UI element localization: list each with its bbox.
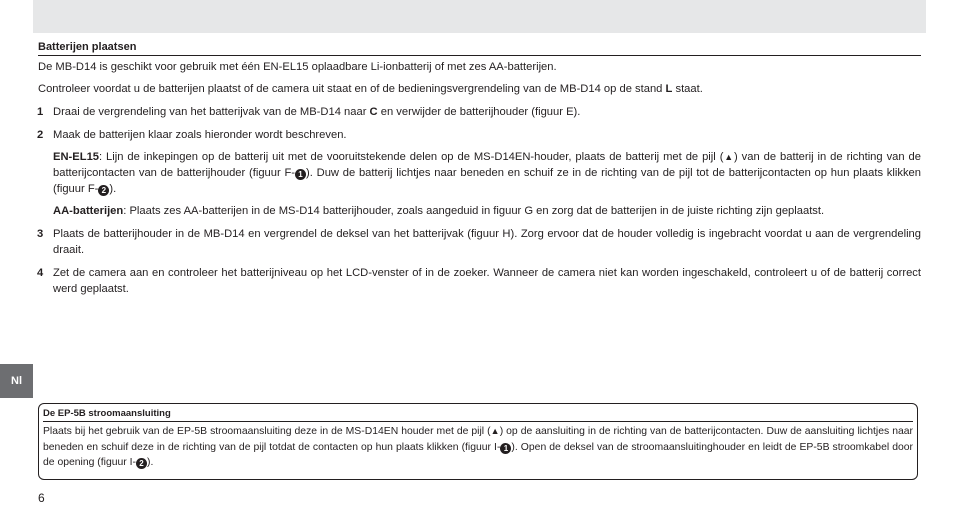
intro-paragraph-1: De MB-D14 is geschikt voor gebruik met één EN-EL15 oplaadbare Li-ionbatterij of met zes AA-batterijen.	[38, 61, 557, 73]
main-content	[38, 40, 921, 297]
step-1	[38, 104, 921, 120]
step-number: 1	[37, 106, 44, 118]
lock-position-letter: L	[665, 83, 673, 95]
step-text	[53, 104, 921, 120]
step-number: 3	[37, 228, 44, 240]
step-number: 2	[37, 129, 44, 141]
section-title: Batterijen plaatsen	[38, 40, 921, 56]
step-text: Maak de batterijen klaar zoals hieronder wordt beschreven.	[53, 129, 347, 141]
step-2	[38, 127, 921, 143]
en-el15-instructions	[53, 149, 921, 197]
en-el15-text-3: ). Duw de batterij lichtjes naar beneden en schuif ze in de richting van de pijl tot de batterijcontacten op hun plaats klikken (figuur F-	[53, 167, 921, 195]
note-text-2: ) op de aansluiting in de richting van de batterijcontacten. Duw de aansluiting lichtjes naar beneden en schuif deze in de richting van de pijl totdat de contacten op hun plaats klikken (figuur I-	[43, 426, 913, 453]
en-el15-label: EN-EL15	[53, 151, 100, 163]
step-text: Plaats de batterijhouder in de MB-D14 en vergrendel de deksel van het batterijvak (figuur H). Zorg ervoor dat de houder volledig is ingebracht voordat u aan de vergrendeling draait.	[53, 228, 921, 256]
step-text: Zet de camera aan en controleer het batterijniveau op het LCD-venster of in de zoeker. Wanneer de camera niet kan worden ingeschakeld, controleert u of de batterij correct werd geplaatst.	[53, 267, 921, 295]
circled-one-icon: 1	[500, 443, 511, 454]
step-3	[38, 226, 921, 258]
note-box	[38, 403, 918, 480]
circled-two-icon: 2	[98, 185, 109, 196]
step-number: 4	[37, 267, 44, 279]
intro-paragraph-2-text: Controleer voordat u de batterijen plaatst of de camera uit staat en of de bedieningsvergrendeling van de MB-D14 op de stand	[38, 83, 663, 95]
circled-two-icon: 2	[136, 458, 147, 469]
note-text-1: Plaats bij het gebruik van de EP-5B stroomaansluiting deze in de MS-D14EN houder met de pijl (	[43, 426, 491, 437]
intro-paragraph-2	[38, 81, 921, 97]
aa-text: : Plaats zes AA-batterijen in de MS-D14 batterijhouder, zoals aangeduid in figuur G en zorg dat de batterijen in de juiste richting zijn geplaatst.	[123, 205, 825, 217]
note-text-3: ). Open de deksel van de stroomaansluitinghouder en leidt de EP-5B stroomkabel door de opening (figuur I-	[43, 441, 913, 468]
aa-instructions	[53, 203, 921, 219]
step-1-text-post: en verwijder de batterijhouder (figuur E).	[380, 106, 581, 118]
note-text	[43, 424, 913, 471]
step-1-text-pre: Draai de vergrendeling van het batterijvak van de MB-D14 naar	[53, 106, 367, 118]
intro-paragraph-2-end: staat.	[675, 83, 703, 95]
note-title: De EP-5B stroomaansluiting	[43, 408, 913, 422]
arrow-up-icon: ▲	[723, 152, 734, 162]
header-bar	[33, 0, 926, 33]
page-number: 6	[38, 491, 45, 505]
language-tab: Nl	[0, 364, 33, 398]
unlock-icon: C	[369, 106, 378, 118]
en-el15-text-2: ) van de batterij in de richting van de batterijcontacten van de batterijhouder (figuur F-	[53, 151, 921, 179]
step-4	[38, 265, 921, 297]
aa-label: AA-batterijen	[53, 205, 124, 217]
en-el15-text-1: : Lijn de inkepingen op de batterij uit met de vooruitstekende delen op de MS-D14EN-houder, plaats de batterij met de pijl (	[99, 151, 724, 163]
circled-one-icon: 1	[295, 169, 306, 180]
en-el15-text-4: ).	[109, 183, 117, 195]
arrow-up-icon: ▲	[490, 426, 500, 436]
note-text-4: ).	[147, 457, 154, 468]
